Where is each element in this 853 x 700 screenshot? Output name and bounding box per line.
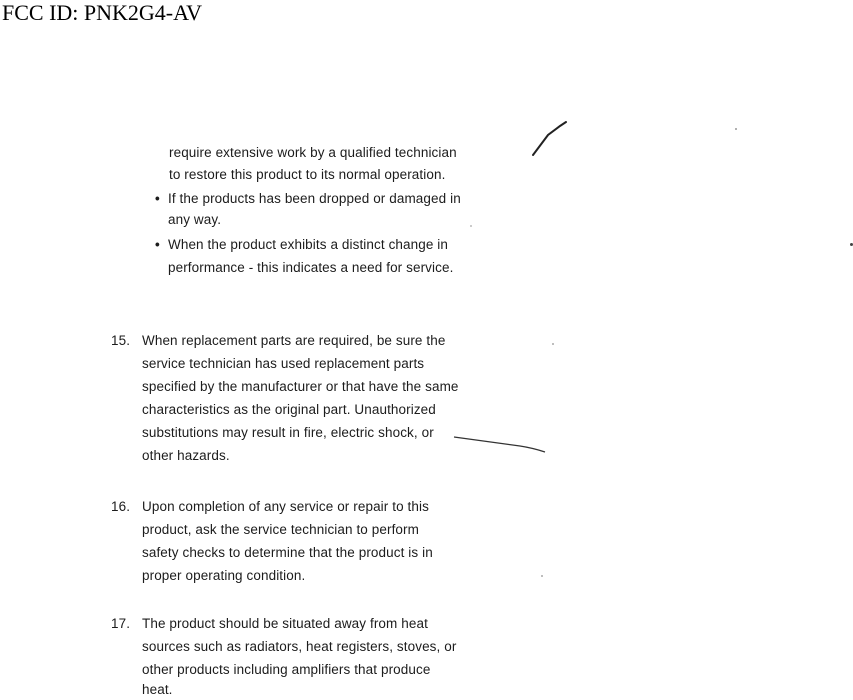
scan-speck [470,225,472,227]
scan-speck [552,343,554,345]
continued-line: to restore this product to its normal operation. [169,167,446,182]
item-line: other hazards. [142,448,230,463]
fcc-id-header: FCC ID: PNK2G4-AV [2,0,203,25]
item-line: Upon completion of any service or repair to this [142,499,429,514]
item-line: When replacement parts are required, be sure the [142,333,446,348]
pen-stroke-top [533,122,566,155]
item-line: substitutions may result in fire, electric shock, or [142,425,434,440]
bullet-line: performance - this indicates a need for service. [168,260,454,275]
item-line: safety checks to determine that the product is in [142,545,433,560]
item-line: other products including amplifiers that produce [142,662,431,677]
item-line: service technician has used replacement parts [142,356,425,371]
item-line: product, ask the service technician to perform [142,522,419,537]
item-line: characteristics as the original part. Unauthorized [142,402,436,417]
continued-line: require extensive work by a qualified technician [169,145,457,160]
item-number: 16. [111,499,131,514]
bullet-line: When the product exhibits a distinct change in [168,237,449,252]
item-number: 17. [111,616,131,631]
item-line: The product should be situated away from heat [142,616,428,631]
item-number: 15. [111,333,131,348]
pen-strikethrough [454,437,545,452]
item-line: specified by the manufacturer or that have the same [142,379,459,394]
bullet-line: any way. [168,212,222,227]
scan-speck [541,575,543,577]
item-line: heat. [142,682,173,697]
bullet-marker: • [155,191,160,206]
item-line: sources such as radiators, heat registers, stoves, or [142,639,457,654]
scan-speck [735,128,737,130]
bullet-line: If the products has been dropped or damaged in [168,191,461,206]
item-line: proper operating condition. [142,568,306,583]
bullet-marker: • [155,237,160,252]
